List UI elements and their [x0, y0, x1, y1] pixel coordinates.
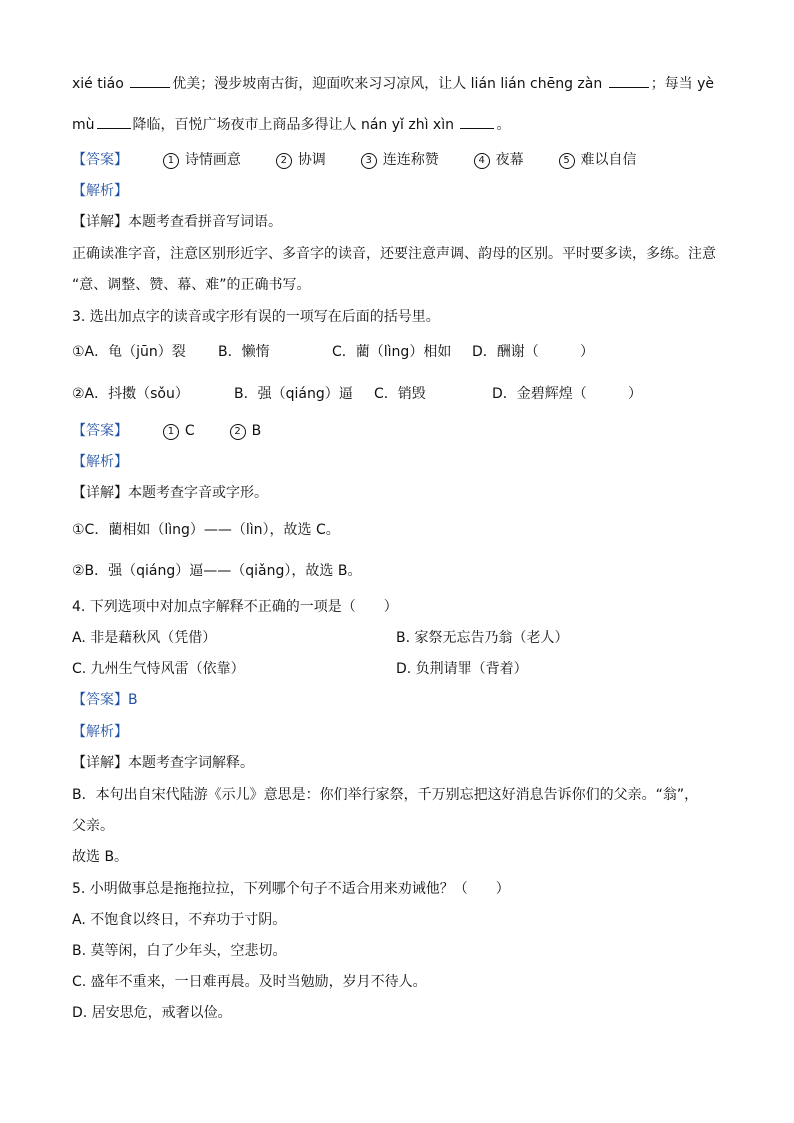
q2-line1-part2: 优美；漫步坡南古街，迎面吹来习习凉风，让人 lián lián chēng zàn [172, 76, 607, 92]
option-a: ①A．龟（jūn）裂 [72, 344, 186, 360]
option-a: ②A．抖擞（sǒu） [72, 386, 189, 402]
option-d: D．金碧辉煌（ [492, 386, 587, 402]
circled-number: 2 [230, 424, 246, 440]
answer-item: 3 连连称赞 [361, 152, 439, 168]
circled-number: 4 [474, 153, 490, 169]
answer-item: 2 B [230, 423, 262, 439]
circled-number: 2 [276, 153, 292, 169]
circled-number: 1 [163, 153, 179, 169]
option-b: B．强（qiáng）逼 [234, 386, 353, 402]
circled-number: 5 [559, 153, 575, 169]
option-a: A. 不饱食以终日，不弃功于寸阴。 [72, 912, 287, 928]
q2-line2-part1: mù [72, 117, 95, 133]
answer-blank [609, 73, 649, 88]
option-b: B. 莫等闲，白了少年头，空悲切。 [72, 943, 287, 959]
option-c: C．销毁 [374, 386, 426, 402]
detail-text: 【详解】本题考查字音或字形。 [72, 485, 268, 501]
bracket-close: ） [628, 386, 642, 402]
option-c: C. 九州生气恃风雷（依靠） [72, 661, 245, 677]
analysis-label: 【解析】 [72, 454, 128, 470]
answer-item: 2 协调 [276, 152, 326, 168]
answer-item: 1 C [163, 423, 195, 439]
option-b: B. 家祭无忘告乃翁（老人） [396, 630, 569, 646]
explanation-line: B．本句出自宋代陆游《示儿》意思是：你们举行家祭，千万别忘把这好消息告诉你们的父亲。“翁”， [72, 787, 699, 803]
answer-item: 4 夜幕 [474, 152, 524, 168]
answer-blank [130, 73, 170, 88]
option-c: C. 盛年不重来，一日难再晨。及时当勉励，岁月不待人。 [72, 974, 427, 990]
explanation-line: 故选 B。 [72, 849, 129, 865]
answer-label: 【答案】 [72, 423, 128, 439]
q2-answer-row [72, 150, 722, 170]
detail-text: 【详解】本题考查看拼音写词语。 [72, 214, 282, 230]
q2-line-1 [72, 73, 722, 94]
option-b: B．懒惰 [218, 344, 270, 360]
analysis-label: 【解析】 [72, 724, 128, 740]
option-a: A. 非是藉秋风（凭借） [72, 630, 217, 646]
answer-blank [97, 114, 131, 129]
q2-line2-part2: 降临，百悦广场夜市上商品多得让人 nán yǐ zhì xìn [132, 117, 459, 133]
explanation-line: 父亲。 [72, 818, 114, 834]
circled-number: 3 [361, 153, 377, 169]
analysis-label: 【解析】 [72, 183, 128, 199]
explanation-line: 正确读准字音，注意区别形近字、多音字的读音，还要注意声调、韵母的区别。平时要多读，多练。注意 [72, 246, 716, 262]
q2-line1-part3: ；每当 yè [650, 76, 715, 92]
q3-stem: 3. 选出加点字的读音或字形有误的一项写在后面的括号里。 [72, 309, 440, 325]
q2-line-2 [72, 114, 722, 135]
explanation-line: ①C．藺相如（lìng）——（lìn），故选 C。 [72, 522, 340, 538]
q2-line1-part1: xié tiáo [72, 76, 129, 92]
answer-item: 5 难以自信 [559, 152, 637, 168]
answer-item: 1 诗情画意 [163, 152, 241, 168]
option-d: D. 居安思危，戒奢以俭。 [72, 1005, 232, 1021]
q5-stem: 5. 小明做事总是拖拖拉拉，下列哪个句子不适合用来劝诫他？（ ） [72, 881, 510, 897]
explanation-line: ②B．强（qiáng）逼——（qiǎng），故选 B。 [72, 563, 362, 579]
option-d: D．酬谢（ [472, 344, 539, 360]
detail-text: 【详解】本题考查字词解释。 [72, 755, 254, 771]
option-c: C．藺（lìng）相如 [332, 344, 452, 360]
q4-answer: 【答案】B [72, 692, 138, 708]
q4-stem: 4. 下列选项中对加点字解释不正确的一项是（ ） [72, 599, 398, 615]
q2-line2-part3: 。 [496, 117, 511, 133]
answer-label: 【答案】 [72, 152, 128, 168]
bracket-close: ） [580, 344, 594, 360]
q3-answer-row [72, 421, 722, 441]
option-d: D. 负荆请罪（背着） [396, 661, 528, 677]
answer-blank [460, 114, 494, 129]
circled-number: 1 [163, 424, 179, 440]
explanation-line: “意、调整、赞、幕、难”的正确书写。 [72, 277, 311, 293]
